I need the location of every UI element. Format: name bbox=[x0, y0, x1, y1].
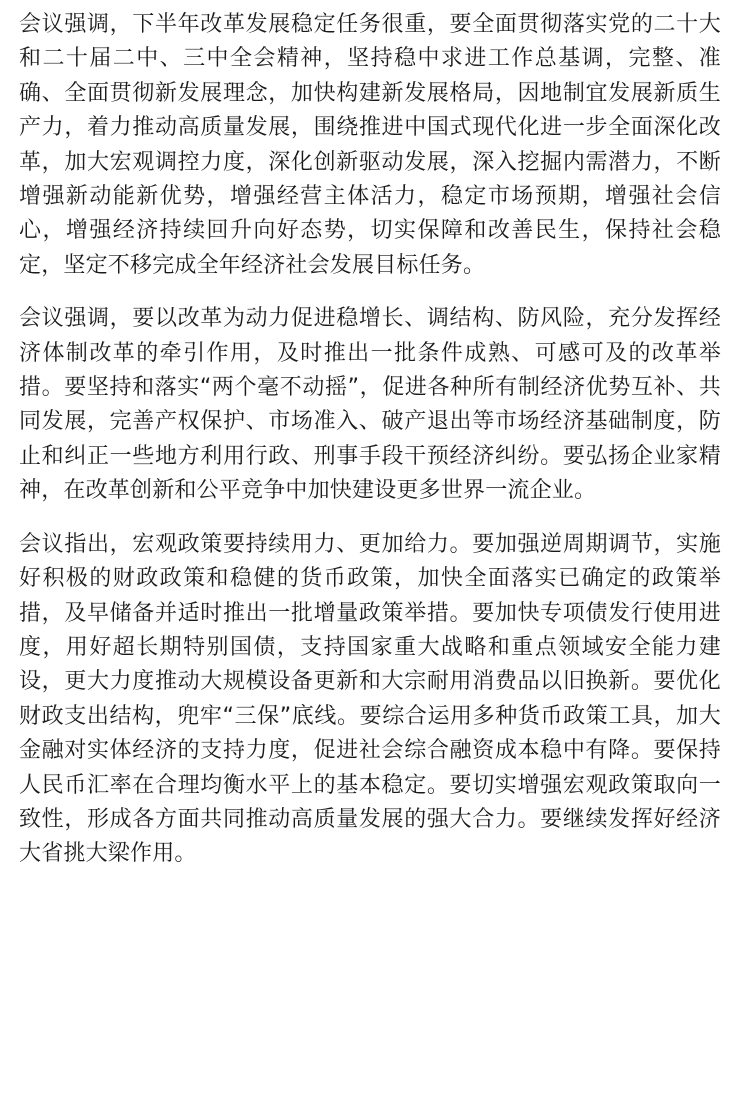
paragraph-economic-reform: 会议强调，要以改革为动力促进稳增长、调结构、防风险，充分发挥经济体制改革的牵引作用，及时推出一批条件成熟、可感可及的改革举措。要坚持和落实“两个毫不动摇”，促进各种所有制经济优势互补、共同发展，完善产权保护、市场准入、破产退出等市场经济基础制度，防止和纠正一些地方利用行政、刑事手段干预经济纠纷。要弘扬企业家精神，在改革创新和公平竞争中加快建设更多世界一流企业。 bbox=[19, 306, 721, 504]
paragraph-macro-policy: 会议指出，宏观政策要持续用力、更加给力。要加强逆周期调节，实施好积极的财政政策和稳健的货币政策，加快全面落实已确定的政策举措，及早储备并适时推出一批增量政策举措。要加快专项债发行使用进度，用好超长期特别国债，支持国家重大战略和重点领域安全能力建设，更大力度推动大规模设备更新和大宗耐用消费品以旧换新。要优化财政支出结构，兜牢“三保”底线。要综合运用多种货币政策工具，加大金融对实体经济的支持力度，促进社会综合融资成本稳中有降。要保持人民币汇率在合理均衡水平上的基本稳定。要切实增强宏观政策取向一致性，形成各方面共同推动高质量发展的强大合力。要继续发挥好经济大省挑大梁作用。 bbox=[19, 531, 721, 867]
paragraph-reform-tasks: 会议强调，下半年改革发展稳定任务很重，要全面贯彻落实党的二十大和二十届二中、三中全会精神，坚持稳中求进工作总基调，完整、准确、全面贯彻新发展理念，加快构建新发展格局，因地制宜发展新质生产力，着力推动高质量发展，围绕推进中国式现代化进一步全面深化改革，加大宏观调控力度，深化创新驱动发展，深入挖掘内需潜力，不断增强新动能新优势，增强经营主体活力，稳定市场预期，增强社会信心，增强经济持续回升向好态势，切实保障和改善民生，保持社会稳定，坚定不移完成全年经济社会发展目标任务。 bbox=[19, 12, 721, 278]
article-body bbox=[19, 8, 721, 872]
